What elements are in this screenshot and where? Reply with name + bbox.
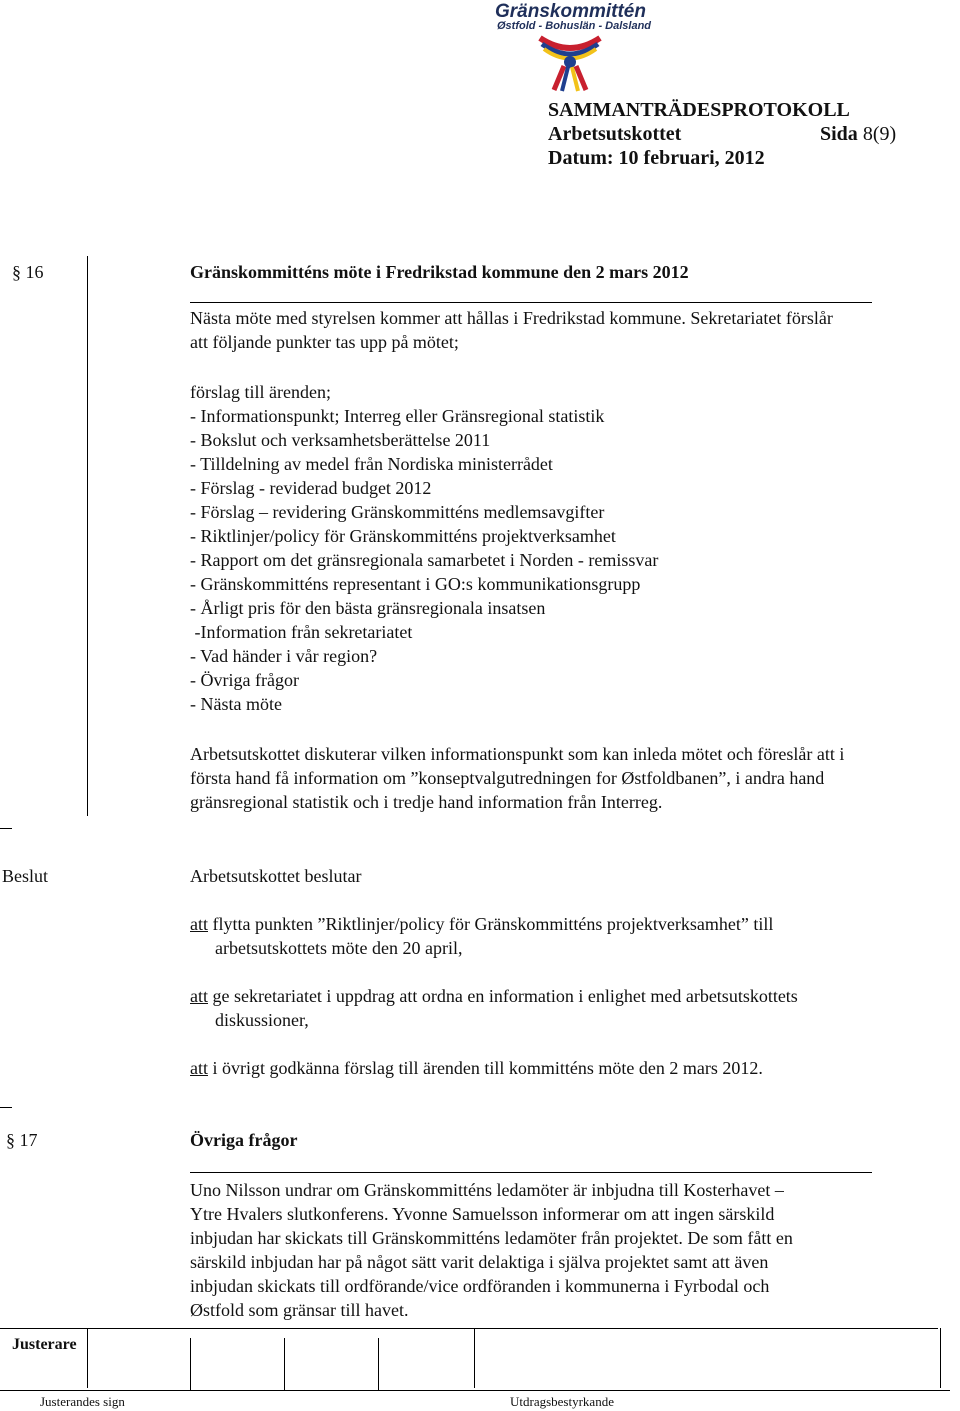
section-17-heading: Övriga frågor	[190, 1130, 298, 1150]
decision-item	[190, 984, 950, 1032]
signature-divider	[190, 1338, 191, 1390]
decision-item	[190, 912, 950, 960]
signature-baseline	[0, 1390, 950, 1391]
discussion-line: gränsregional statistik och i tredje hand information från Interreg.	[190, 792, 663, 812]
section-17-number	[6, 1128, 38, 1152]
body-line: Østfold som gränsar till havet.	[190, 1300, 409, 1320]
list-item: - Vad händer i vår region?	[190, 646, 378, 666]
section-16-number	[12, 260, 44, 284]
signature-divider	[474, 1328, 475, 1388]
decision-label: Beslut	[2, 866, 49, 886]
body-line: inbjudan har skickats till Gränskommitténs ledamöter från projektet. De som fått en	[190, 1228, 793, 1248]
decision-item	[190, 1056, 950, 1080]
logo-subtitle: Østfold - Bohuslän - Dalsland	[497, 20, 652, 32]
section-number: 17	[19, 1130, 38, 1150]
signers-signature-label: Justerandes sign	[40, 1394, 125, 1409]
logo	[470, 0, 670, 92]
page-number: 8	[862, 123, 873, 145]
discussion-paragraph	[190, 742, 950, 814]
heading-underline	[190, 302, 872, 303]
section-divider	[0, 1107, 12, 1108]
meeting-date: Datum: 10 februari, 2012	[548, 147, 765, 169]
section-17-body	[190, 1178, 950, 1322]
heading-underline	[190, 1172, 872, 1173]
signature-divider	[87, 1328, 88, 1388]
decision-text: ge sekretariatet i uppdrag att ordna en information i enlighet med arbetsutskottets	[208, 986, 798, 1006]
list-item: - Övriga frågor	[190, 670, 299, 690]
signature-divider	[378, 1338, 379, 1390]
signature-divider	[940, 1328, 941, 1388]
section-16-intro	[190, 306, 950, 354]
list-item: - Bokslut och verksamhetsberättelse 2011	[190, 430, 491, 450]
att-word: att	[190, 986, 208, 1006]
list-item: - Förslag - reviderad budget 2012	[190, 478, 432, 498]
page-indicator	[820, 122, 896, 146]
list-item: - Gränskommitténs representant i GO:s kommunikationsgrupp	[190, 574, 641, 594]
section-number: 16	[25, 262, 44, 282]
margin-line	[87, 256, 88, 816]
intro-line: att följande punkter tas upp på mötet;	[190, 332, 459, 352]
list-heading: förslag till ärenden;	[190, 382, 331, 402]
discussion-line: Arbetsutskottet diskuterar vilken informationspunkt som kan inleda mötet och föreslår att i	[190, 744, 845, 764]
decision-text-cont: diskussioner,	[215, 1010, 309, 1030]
document-title: SAMMANTRÄDESPROTOKOLL	[548, 99, 850, 121]
body-line: Uno Nilsson undrar om Gränskommitténs ledamöter är inbjudna till Kosterhavet –	[190, 1180, 784, 1200]
signature-divider	[284, 1338, 285, 1390]
body-line: Ytre Hvalers slutkonferens. Yvonne Samuelsson informerar om att ingen särskild	[190, 1204, 775, 1224]
list-item: - Informationspunkt; Interreg eller Gränsregional statistik	[190, 406, 605, 426]
list-item: - Tilldelning av medel från Nordiska ministerrådet	[190, 454, 553, 474]
decision-text: i övrigt godkänna förslag till ärenden till kommitténs möte den 2 mars 2012.	[208, 1058, 763, 1078]
section-divider	[0, 828, 12, 829]
logo-name: Gränskommittén	[495, 1, 646, 22]
list-item: - Årligt pris för den bästa gränsregionala insatsen	[190, 598, 546, 618]
page-label: Sida	[820, 123, 858, 145]
body-line: särskild inbjudan har på något sätt varit delaktiga i själva projektet samt att även	[190, 1252, 769, 1272]
list-item: - Riktlinjer/policy för Gränskommitténs projektverksamhet	[190, 526, 616, 546]
certified-copy-label: Utdragsbestyrkande	[510, 1394, 614, 1409]
list-item: - Förslag – revidering Gränskommitténs medlemsavgifter	[190, 502, 605, 522]
section-16-heading: Gränskommitténs möte i Fredrikstad kommune den 2 mars 2012	[190, 262, 689, 282]
intro-line: Nästa möte med styrelsen kommer att hållas i Fredrikstad kommune. Sekretariatet förslår	[190, 308, 833, 328]
att-word: att	[190, 1058, 208, 1078]
list-item: - Rapport om det gränsregionala samarbetet i Norden - remissvar	[190, 550, 659, 570]
decision-text-cont: arbetsutskottets möte den 20 april,	[215, 938, 463, 958]
att-word: att	[190, 914, 208, 934]
list-item: - Nästa möte	[190, 694, 282, 714]
committee-name: Arbetsutskottet	[548, 123, 682, 145]
decision-text: flytta punkten ”Riktlinjer/policy för Gränskommitténs projektverksamhet” till	[208, 914, 774, 934]
section-symbol: §	[12, 262, 21, 282]
decision-intro: Arbetsutskottet beslutar	[190, 866, 362, 886]
section-divider	[0, 1328, 938, 1329]
page-total: (9)	[872, 123, 897, 145]
body-line: inbjudan skickats till ordförande/vice ordföranden i kommunerna i Fyrbodal och	[190, 1276, 770, 1296]
justerare-label: Justerare	[12, 1336, 77, 1353]
list-item: -Information från sekretariatet	[190, 622, 413, 642]
discussion-line: första hand få information om ”konseptvalgutredningen for Østfoldbanen”, i andra hand	[190, 768, 825, 788]
section-symbol: §	[6, 1130, 15, 1150]
agenda-list	[190, 380, 950, 716]
